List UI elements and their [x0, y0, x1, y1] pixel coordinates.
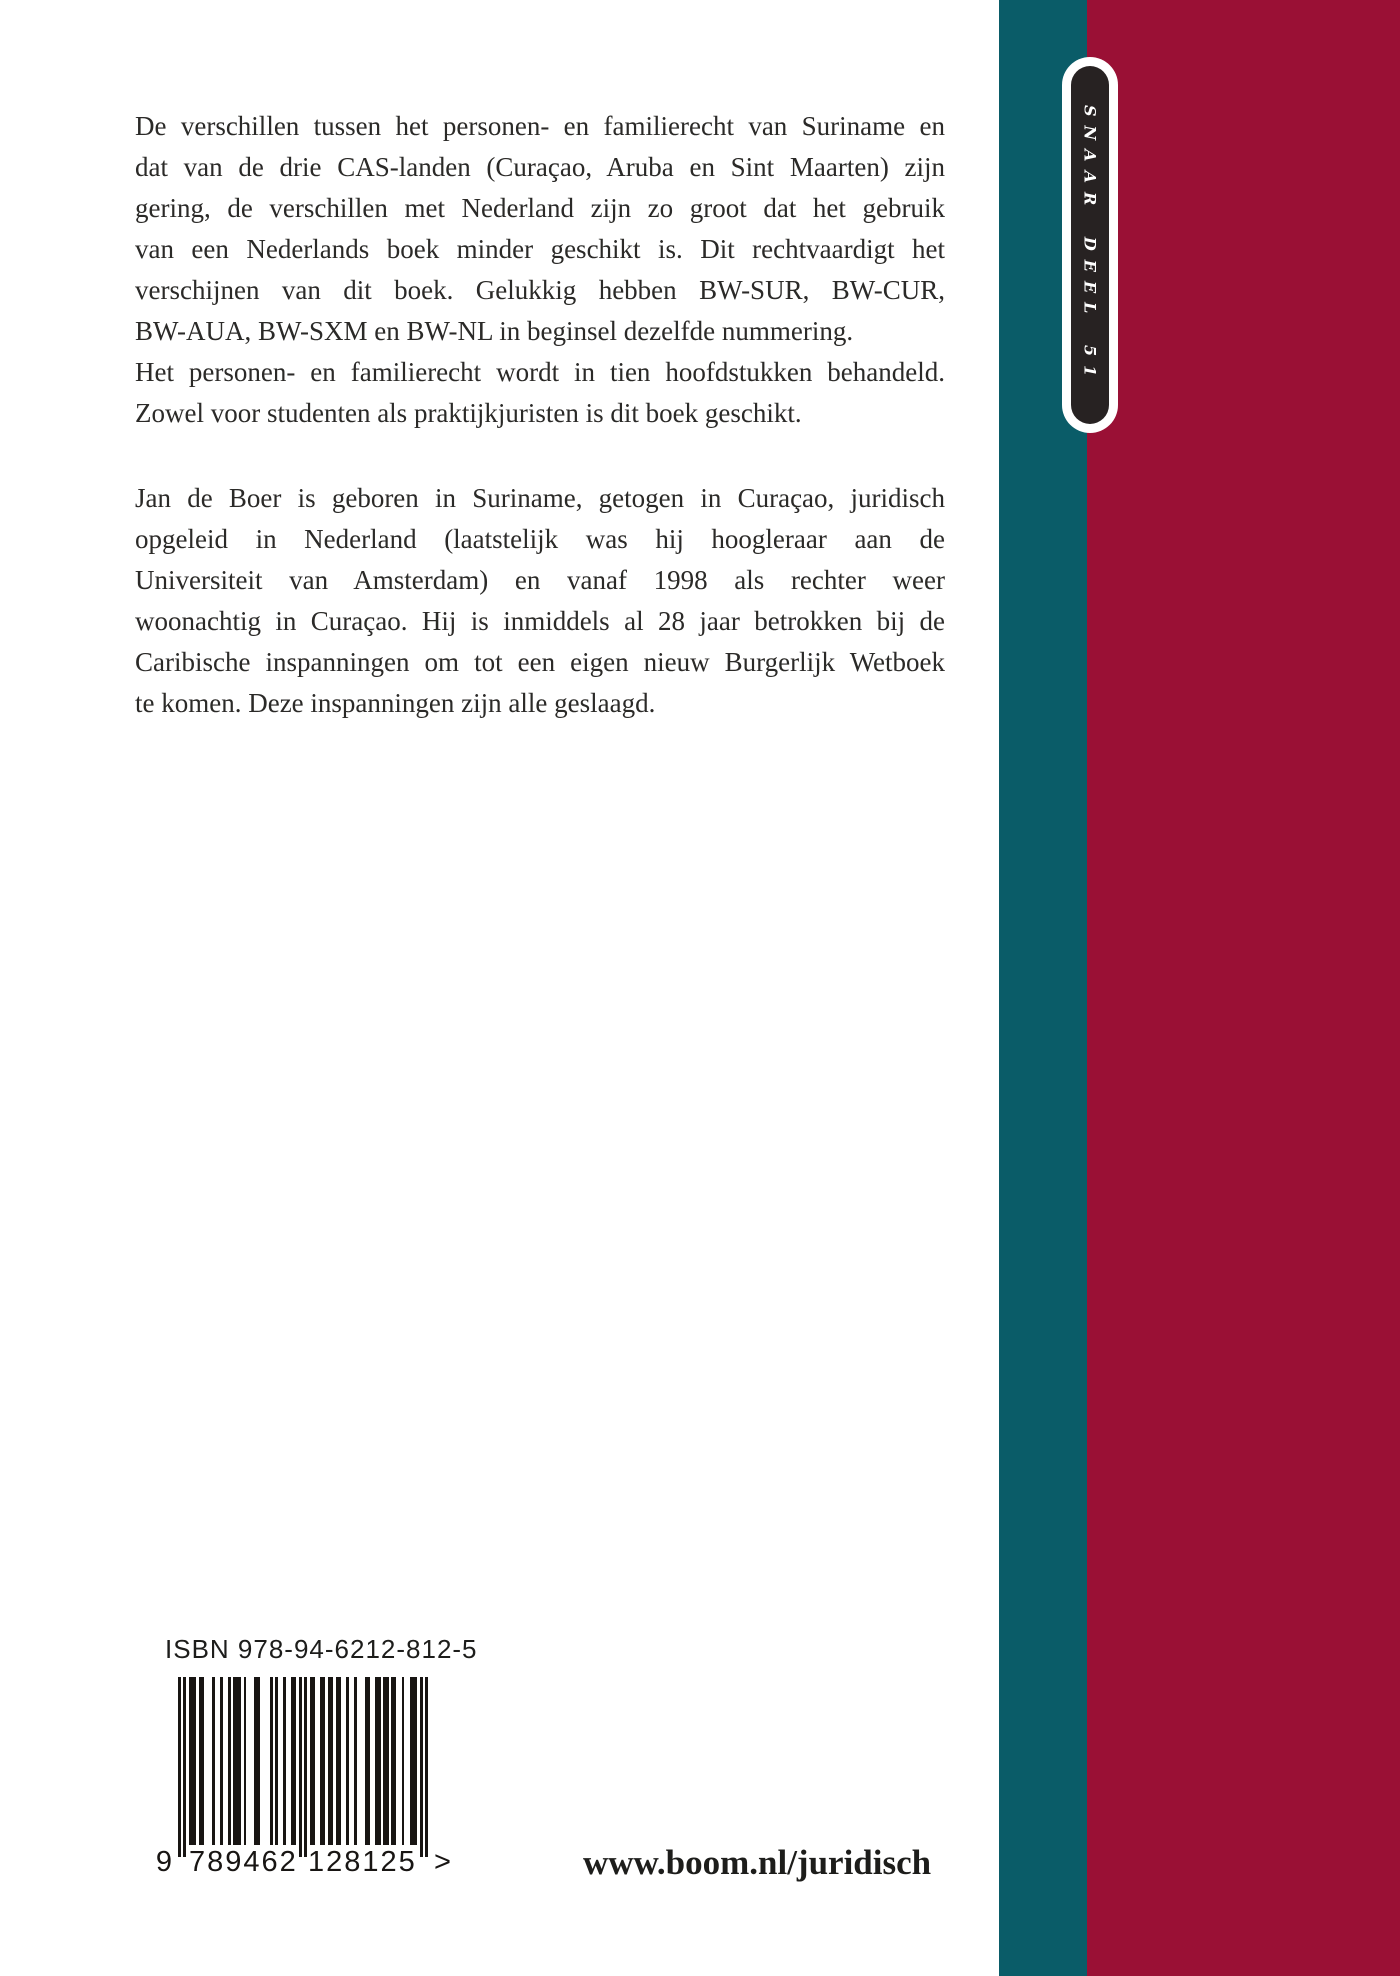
blurb-line: van een Nederlands boek minder geschikt is. Dit rechtvaardigt het: [135, 234, 945, 264]
barcode-bar: [310, 1677, 315, 1845]
barcode-bar: [244, 1677, 247, 1845]
barcode-bar: [199, 1677, 204, 1845]
blurb: [135, 106, 945, 724]
barcode-bar: [425, 1677, 428, 1857]
blurb-line: Caribische inspanningen om tot een eigen nieuw Burgerlijk Wetboek: [135, 647, 945, 677]
blurb-line: woonachtig in Curaçao. Hij is inmiddels al 28 jaar betrokken bij de: [135, 606, 945, 636]
blurb-paragraph-1: [135, 106, 945, 352]
blurb-line: Het personen- en familierecht wordt in tien hoofdstukken behandeld.: [135, 357, 945, 387]
barcode-bar: [354, 1677, 357, 1845]
series-badge: [1062, 57, 1118, 433]
barcode-bar: [391, 1677, 396, 1845]
barcode-bar: [336, 1677, 341, 1845]
blurb-line: dat van de drie CAS-landen (Curaçao, Aruba en Sint Maarten) zijn: [135, 152, 945, 182]
barcode-bar: [328, 1677, 333, 1845]
barcode-bar: [275, 1677, 278, 1845]
blurb-line: Jan de Boer is geboren in Suriname, getogen in Curaçao, juridisch: [135, 483, 945, 513]
blurb-line: opgeleid in Nederland (laatstelijk was hij hoogleraar aan de: [135, 524, 945, 554]
barcode-bar: [220, 1677, 223, 1845]
barcode-bar: [178, 1677, 181, 1857]
blurb-paragraph-2-author-bio: [135, 478, 945, 724]
ean13-barcode: [155, 1677, 451, 1882]
barcode-bar: [383, 1677, 388, 1845]
barcode-bar: [320, 1677, 325, 1845]
barcode-bar: [189, 1677, 197, 1845]
blurb-paragraph-1-continued: [135, 352, 945, 434]
barcode-bar: [375, 1677, 380, 1845]
barcode-bar: [420, 1677, 423, 1857]
barcode-bar: [233, 1677, 241, 1845]
blurb-line: Universiteit van Amsterdam) en vanaf 1998 als rechter weer: [135, 565, 945, 595]
blurb-line: gering, de verschillen met Nederland zijn zo groot dat het gebruik: [135, 193, 945, 223]
series-badge-inner: [1071, 66, 1109, 424]
barcode-bar: [299, 1677, 302, 1857]
barcode-digit-first: 9: [155, 1846, 172, 1878]
barcode-bar: [270, 1677, 273, 1845]
barcode-digits-group1: 789462: [189, 1846, 298, 1878]
barcode-bar: [410, 1677, 418, 1845]
barcode-bar: [183, 1677, 186, 1857]
red-back-stripe: [1087, 0, 1400, 1976]
blurb-line: verschijnen van dit boek. Gelukkig hebben BW-SUR, BW-CUR,: [135, 275, 945, 305]
barcode-bar: [291, 1677, 296, 1845]
barcode-bar: [346, 1677, 349, 1845]
publisher-url: www.boom.nl/juridisch: [583, 1843, 932, 1882]
barcode-digits-group2: 128125: [308, 1846, 417, 1878]
blurb-line: te komen. Deze inspanningen zijn alle geslaagd.: [135, 688, 656, 718]
blurb-line: De verschillen tussen het personen- en familierecht van Suriname en: [135, 111, 945, 141]
blurb-line: Zowel voor studenten als praktijkjuristen is dit boek geschikt.: [135, 398, 802, 428]
barcode-bar: [365, 1677, 370, 1845]
barcode-bar: [304, 1677, 307, 1857]
blurb-line: BW-AUA, BW-SXM en BW-NL in beginsel dezelfde nummering.: [135, 316, 854, 346]
barcode-end-mark: >: [434, 1846, 451, 1878]
series-badge-label: SNAAR DEEL 51: [1080, 104, 1100, 386]
barcode-bar: [254, 1677, 259, 1845]
barcode-bar: [402, 1677, 405, 1845]
barcode-bar: [228, 1677, 231, 1845]
barcode-bar: [283, 1677, 286, 1845]
barcode-bar: [212, 1677, 215, 1845]
isbn-label: ISBN 978-94-6212-812-5: [165, 1634, 478, 1664]
